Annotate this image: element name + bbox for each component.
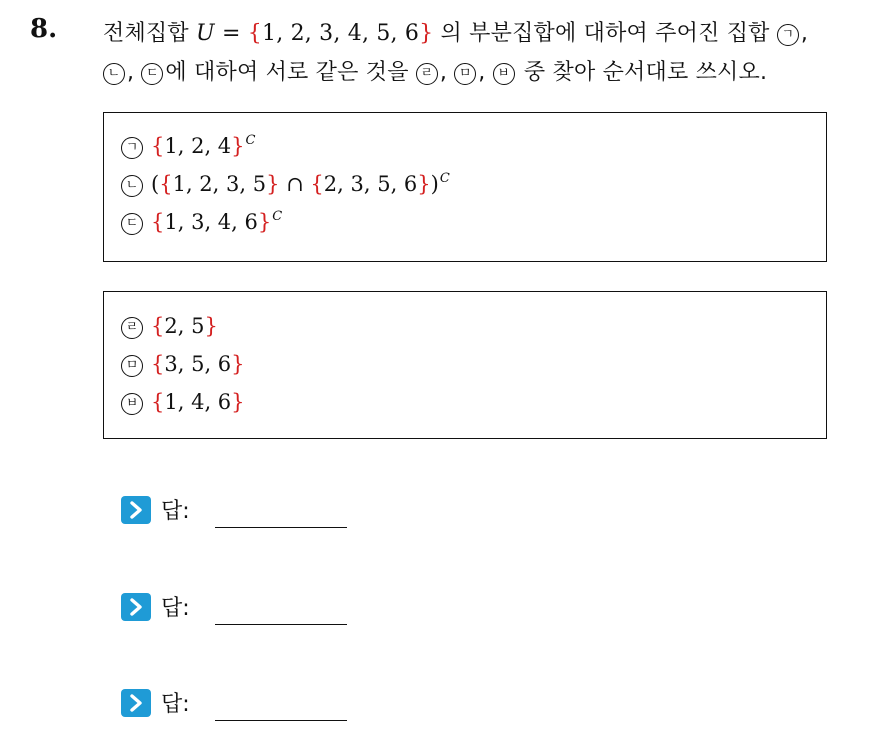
comma: ,	[478, 60, 493, 85]
equals-sign: =	[214, 21, 248, 46]
circled-rieul-symbol: ㄹ	[121, 317, 143, 339]
answer-blank-2[interactable]	[215, 624, 347, 625]
answer-label: 답:	[161, 499, 190, 524]
brace-open: {	[247, 21, 262, 46]
comma: ,	[800, 21, 809, 46]
paren-open: (	[151, 172, 160, 196]
brace-open: {	[159, 172, 173, 196]
circled-rieul-symbol: ㄹ	[416, 63, 438, 85]
answer-label: 답:	[161, 596, 190, 621]
circled-bieup-symbol: ㅂ	[121, 393, 143, 415]
brace-open: {	[151, 352, 165, 376]
set-elements: 2, 3, 5, 6	[323, 172, 418, 196]
circled-mieum-symbol: ㅁ	[454, 63, 476, 85]
complement-superscript: C	[245, 133, 256, 148]
brace-open: {	[151, 134, 165, 158]
set-elements: 2, 5	[164, 314, 205, 338]
set-elements: 1, 2, 4	[164, 134, 232, 158]
circled-digeut-symbol: ㄷ	[141, 63, 163, 85]
universal-set-elements: 1, 2, 3, 4, 5, 6	[262, 21, 420, 46]
question-text: 의 부분집합에 대하여 주어진 집합	[433, 21, 777, 46]
circled-giyeok-symbol: ㄱ	[121, 137, 143, 159]
set-elements: 1, 3, 4, 6	[164, 210, 258, 234]
question-number: 8.	[30, 14, 58, 44]
chevron-right-icon	[121, 496, 151, 524]
paren-close: )	[430, 172, 439, 196]
brace-close: }	[231, 134, 245, 158]
chevron-right-icon	[121, 593, 151, 621]
circled-nieun-symbol: ㄴ	[121, 175, 143, 197]
answer-blank-1[interactable]	[215, 527, 347, 528]
question-text-line-1	[103, 16, 808, 47]
given-set-digeut	[121, 209, 282, 235]
answer-blank-3[interactable]	[215, 720, 347, 721]
choice-set-bieup	[121, 390, 245, 415]
answer-label: 답:	[161, 692, 190, 717]
brace-open: {	[151, 210, 165, 234]
chevron-right-icon	[121, 689, 151, 717]
choice-sets-box	[103, 291, 827, 439]
given-set-nieun	[121, 171, 450, 197]
complement-superscript: C	[439, 171, 450, 186]
intersection-operator: ∩	[279, 172, 311, 196]
circled-mieum-symbol: ㅁ	[121, 355, 143, 377]
brace-close: }	[266, 172, 280, 196]
set-elements: 1, 4, 6	[164, 390, 232, 414]
choice-set-mieum	[121, 352, 245, 377]
circled-digeut-symbol: ㄷ	[121, 213, 143, 235]
brace-close: }	[231, 390, 245, 414]
given-sets-box	[103, 112, 827, 262]
given-set-giyeok	[121, 133, 256, 159]
question-text: 에 대하여 서로 같은 것을	[165, 60, 416, 85]
complement-superscript: C	[272, 209, 283, 224]
set-elements: 1, 2, 3, 5	[172, 172, 267, 196]
choice-set-rieul	[121, 314, 218, 339]
brace-open: {	[151, 390, 165, 414]
set-elements: 3, 5, 6	[164, 352, 232, 376]
question-text: 중 찾아 순서대로 쓰시오.	[516, 60, 768, 85]
circled-giyeok-symbol: ㄱ	[777, 24, 799, 46]
question-text-line-2	[103, 55, 767, 86]
brace-open: {	[310, 172, 324, 196]
comma: ,	[439, 60, 455, 85]
brace-close: }	[257, 210, 272, 234]
brace-close: }	[417, 172, 431, 196]
brace-close: }	[231, 352, 245, 376]
universal-set-symbol: U	[196, 21, 215, 46]
circled-nieun-symbol: ㄴ	[103, 63, 125, 85]
comma: ,	[127, 60, 142, 85]
brace-close: }	[419, 21, 434, 46]
brace-close: }	[204, 314, 218, 338]
circled-bieup-symbol: ㅂ	[493, 63, 515, 85]
question-text: 전체집합	[103, 21, 197, 46]
brace-open: {	[151, 314, 165, 338]
